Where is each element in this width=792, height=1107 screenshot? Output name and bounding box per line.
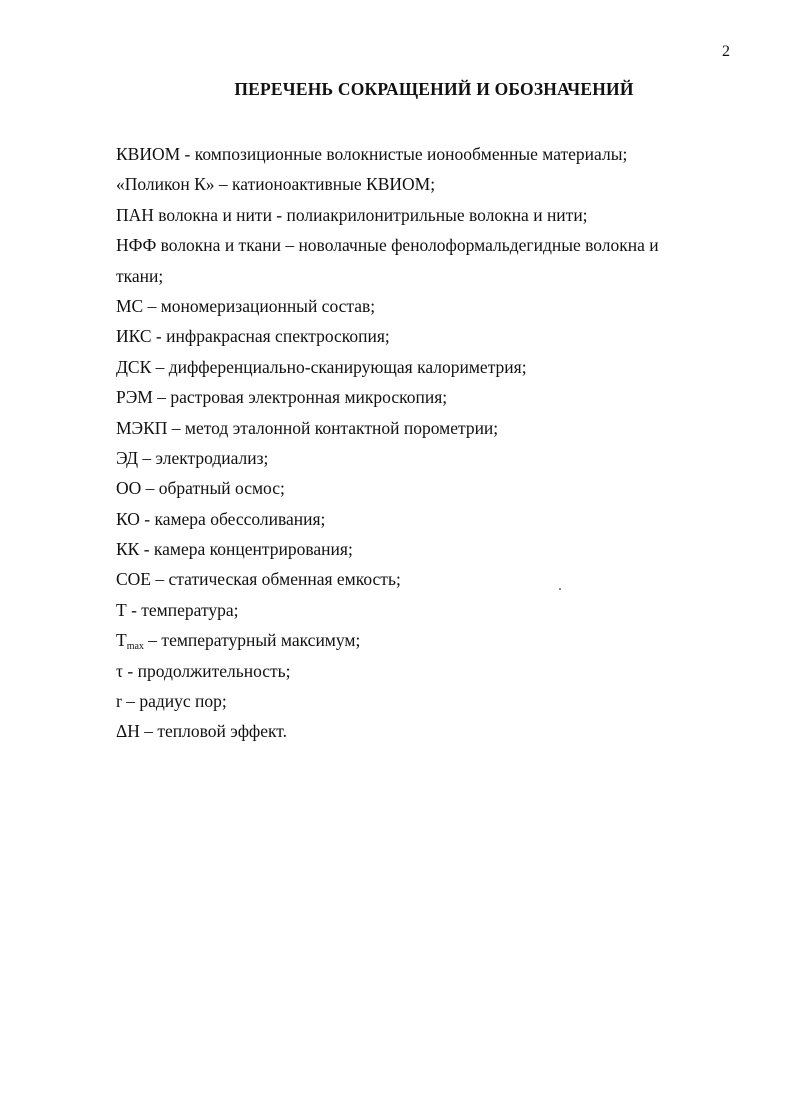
list-item: ДСК – дифференциально-сканирующая калориметрия;	[116, 356, 527, 377]
list-item: ЭД – электродиализ;	[116, 447, 269, 468]
scan-speck	[559, 588, 561, 590]
list-item: ткани;	[116, 265, 164, 286]
list-item: МЭКП – метод эталонной контактной порометрии;	[116, 417, 499, 438]
list-item: КВИОМ - композиционные волокнистые ионообменные материалы;	[116, 144, 628, 164]
list-item: ИКС - инфракрасная спектроскопия;	[116, 326, 390, 347]
list-item: ПАН волокна и нити - полиакрилонитрильные волокна и нити;	[116, 204, 588, 225]
list-item: ΔH – тепловой эффект.	[116, 721, 288, 742]
list-item: РЭМ – растровая электронная микроскопия;	[116, 387, 448, 408]
abbreviation-list	[116, 139, 716, 747]
list-item: КО - камера обессоливания;	[116, 508, 326, 529]
list-item: НФФ волокна и ткани – новолачные фенолоформальдегидные волокна и	[116, 235, 659, 256]
page-title: ПЕРЕЧЕНЬ СОКРАЩЕНИЙ И ОБОЗНАЧЕНИЙ	[234, 79, 634, 99]
list-item: τ - продолжительность;	[116, 660, 291, 681]
page-number: 2	[722, 43, 730, 60]
list-item: Т - температура;	[116, 599, 239, 620]
list-item: МС – мономеризационный состав;	[116, 295, 376, 316]
list-item: «Поликон К» – катионоактивные КВИОМ;	[116, 174, 436, 195]
list-item: r – радиус пор;	[116, 691, 227, 712]
list-item: ОО – обратный осмос;	[116, 478, 285, 499]
list-item: СОЕ – статическая обменная емкость;	[116, 569, 401, 590]
list-item-tmax	[116, 625, 716, 655]
tmax-definition: – температурный максимум;	[148, 630, 361, 651]
list-item: КК - камера концентрирования;	[116, 539, 353, 560]
tmax-symbol: T	[116, 630, 127, 651]
tmax-subscript: max	[126, 641, 144, 653]
